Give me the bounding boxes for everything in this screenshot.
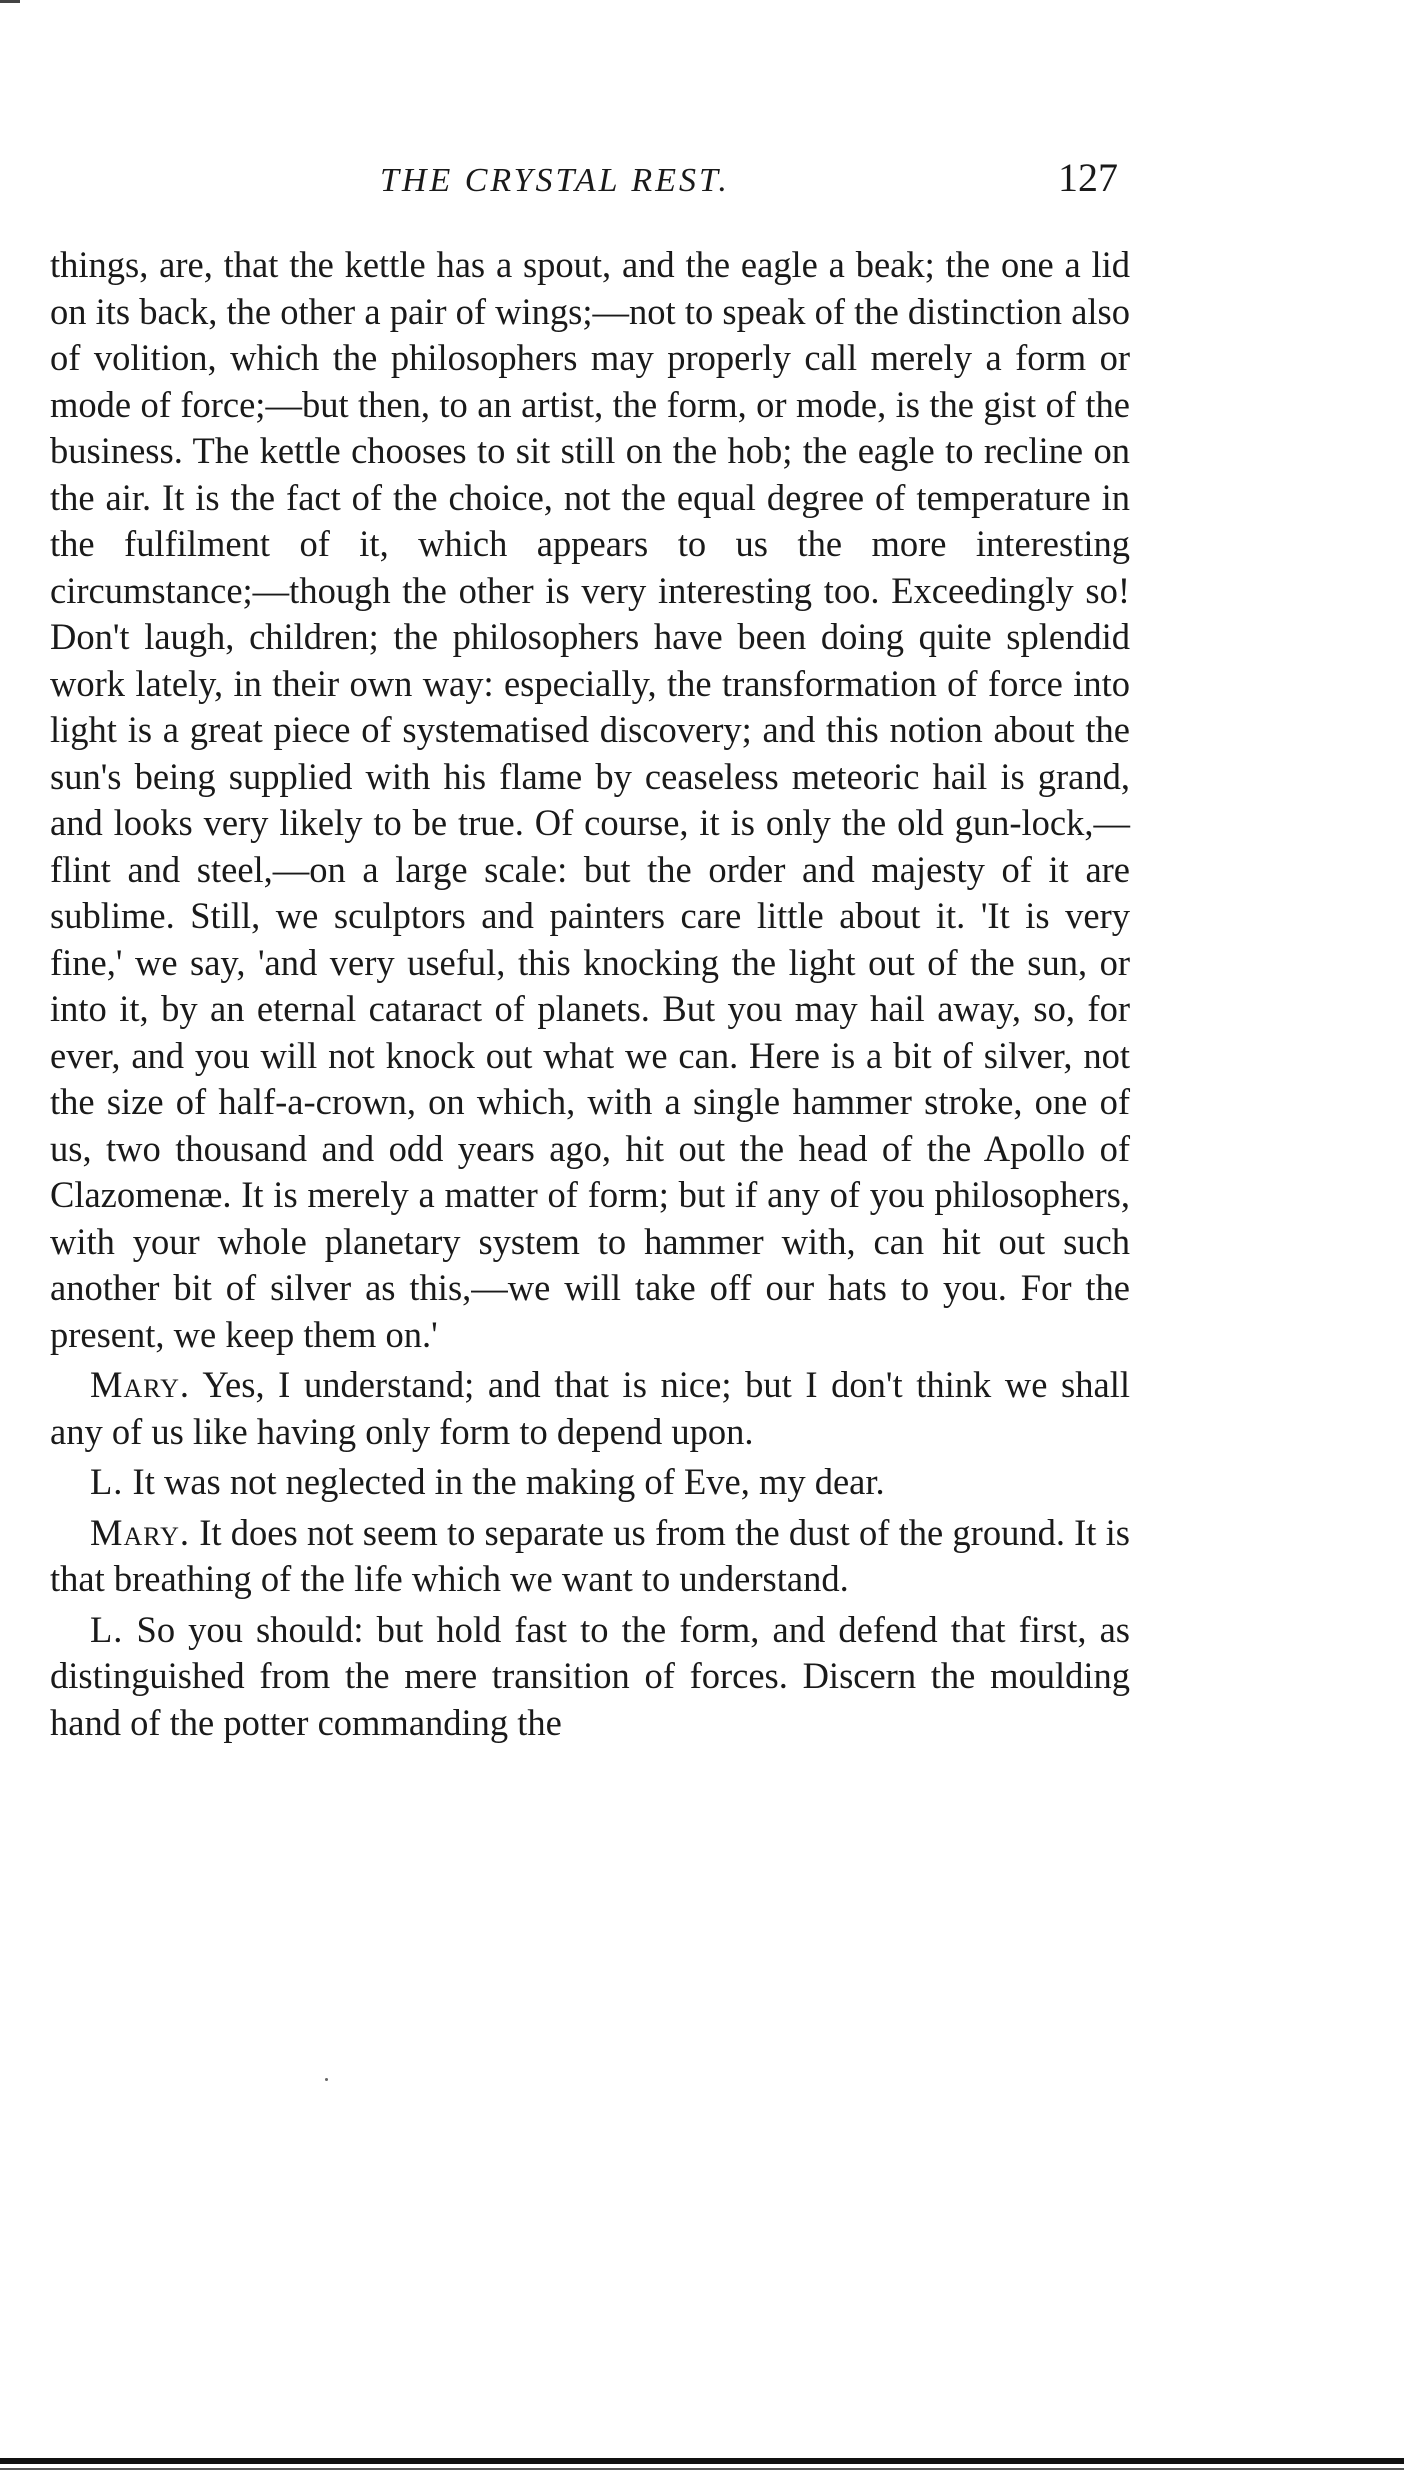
page-body [50,242,1130,1750]
speaker-label: L. [90,1461,124,1502]
running-header [0,150,1404,210]
speaker-label: Mary. [90,1511,191,1553]
bottom-scan-edge [0,2458,1404,2464]
page-edge-mark [0,0,20,15]
page-number: 127 [1058,155,1118,200]
speaker-label: L. [90,1608,124,1650]
bottom-scan-edge-line [0,2468,1404,2470]
paragraph-continuation [50,242,1130,1358]
paragraph-text: So you should: but hold fast to the form, and defend that first, as distinguished from the mere transition of forces. Discern the moulding hand of the potter commanding the [50,1608,1131,1743]
paragraph-text: It does not seem to separate us from the dust of the ground. It is that breathing of the life which we want to understand. [50,1511,1130,1599]
paragraph-text: things, are, that the kettle has a spout, and the eagle a beak; the one a lid on its back, the other a pair of wings;—not to speak of the distinction also of volition, which the philosophers may properly call merely a form or mode of force;—but then, to an artist, the form, or mode, is the gist of the business. The kettle chooses to sit still on the hob; the eagle to recline on the air. It is the fact of the choice, not the equal degree of temperature in the fulfilment of it, which appears to us the more interesting circumstance;—though the other is very interesting too. Exceedingly so! Don't laugh, children; the philosophers have been doing quite splendid work lately, in their own way: especially, the transformation of force into light is a great piece of systematised discovery; and this notion about the sun's being supplied with his flame by ceaseless meteoric hail is grand, and looks very likely to be true. Of course, it is only the old gun-lock,—flint and steel,—on a large scale: but the order and majesty of it are sublime. Still, we sculptors and painters care little about it. 'It is very fine,' we say, 'and very useful, this knocking the light out of the sun, or into it, by an eternal cataract of planets. But you may hail away, so, for ever, and you will not knock out what we can. Here is a bit of silver, not the size of half-a-crown, on which, with a single hammer stroke, one of us, two thousand and odd years ago, hit out the head of the Apollo of Clazomenæ. It is merely a matter of form; but if any of you philosophers, with your whole planetary system to hammer with, can hit out such another bit of silver as this,—we will take off our hats to you. For the present, we keep them on.' [50,244,1130,1355]
speaker-label: Mary. [90,1364,191,1405]
running-title: THE CRYSTAL REST. [380,162,730,199]
ink-speck [325,2078,328,2081]
dialogue-paragraph [50,1362,1130,1455]
paragraph-text: It was not neglected in the making of Eve, my dear. [132,1461,885,1502]
paragraph-text: Yes, I understand; and that is nice; but I don't think we shall any of us like having only form to depend upon. [50,1364,1130,1452]
dialogue-paragraph [50,1459,1130,1506]
dialogue-paragraph [50,1510,1130,1603]
dialogue-paragraph [50,1607,1130,1747]
